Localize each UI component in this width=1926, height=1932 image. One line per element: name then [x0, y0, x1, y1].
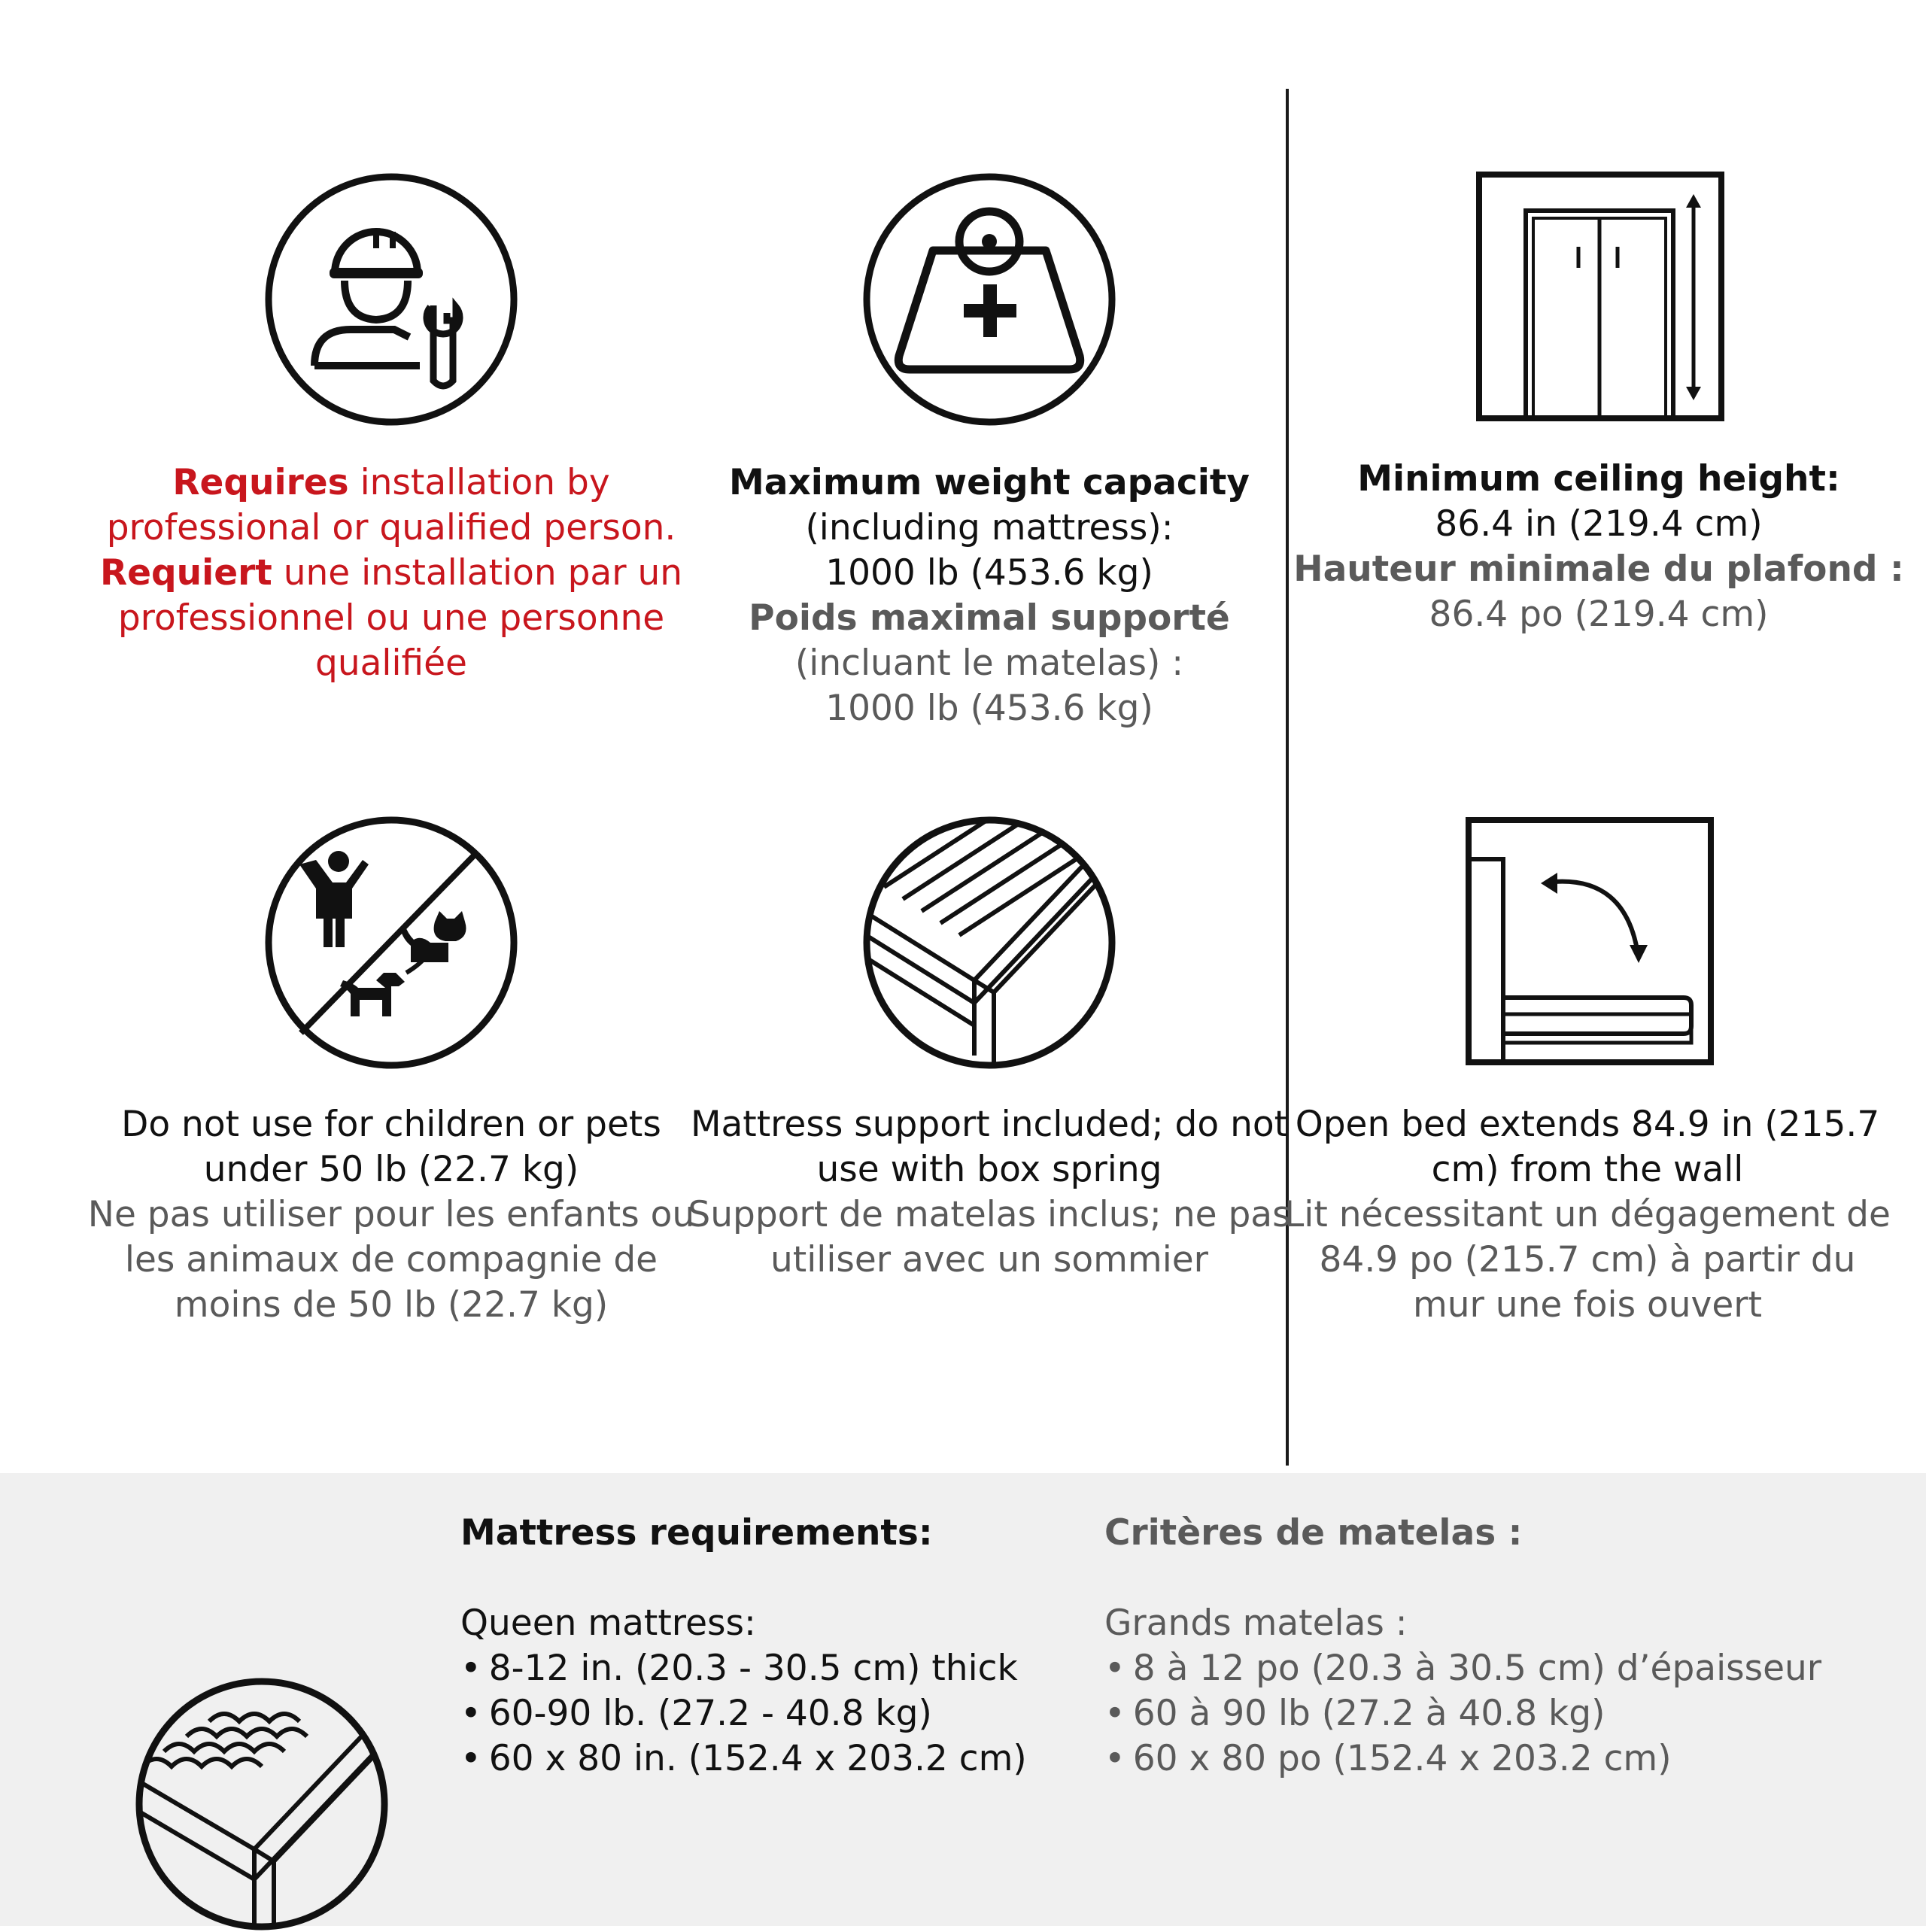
mattress-support-icon	[861, 815, 1117, 1071]
installer-icon	[263, 172, 519, 427]
ceiling-caption	[1290, 457, 1907, 637]
weight-fr-title: Poids maximal supporté	[749, 597, 1230, 639]
install-caption	[83, 460, 700, 686]
extends-caption	[1279, 1102, 1896, 1328]
mattress-fr-item: • 60 à 90 lb (27.2 à 40.8 kg)	[1104, 1691, 1821, 1736]
weight-icon	[861, 172, 1117, 427]
weight-en-title: Maximum weight capacity	[728, 462, 1250, 503]
install-en-text: installation by professional or qualified person.	[106, 462, 676, 548]
ceiling-fr-value: 86.4 po (219.4 cm)	[1429, 594, 1769, 635]
weight-en-line1: (including mattress):	[805, 507, 1174, 548]
weight-fr-line2: 1000 lb (453.6 kg)	[825, 688, 1153, 729]
extends-en: Open bed extends 84.9 in (215.7 cm) from the wall	[1295, 1104, 1880, 1190]
bed-clearance-icon	[1466, 817, 1721, 1073]
children-en: Do not use for children or pets under 50 lb (22.7 kg)	[121, 1104, 661, 1190]
weight-en-line2: 1000 lb (453.6 kg)	[825, 552, 1153, 594]
support-en: Mattress support included; do not use with box spring	[690, 1104, 1289, 1190]
children-caption	[83, 1102, 700, 1328]
mattress-requirements-fr	[1104, 1511, 1821, 1782]
install-en-bold: Requires	[172, 462, 349, 503]
ceiling-height-icon	[1473, 172, 1729, 427]
mattress-en-item: • 60 x 80 in. (152.4 x 203.2 cm)	[460, 1736, 1027, 1782]
mattress-icon	[134, 1676, 390, 1932]
mattress-requirements-en	[460, 1511, 1027, 1782]
weight-fr-line1: (incluant le matelas) :	[794, 642, 1184, 684]
ceiling-fr-title: Hauteur minimale du plafond :	[1293, 548, 1904, 590]
mattress-en-subtitle: Queen mattress:	[460, 1602, 756, 1644]
install-fr-bold: Requiert	[99, 552, 272, 594]
mattress-en-title: Mattress requirements:	[460, 1512, 933, 1554]
support-fr: Support de matelas inclus; ne pas utiliser avec un sommier	[688, 1194, 1291, 1280]
mattress-fr-title: Critères de matelas :	[1104, 1512, 1523, 1554]
mattress-fr-item: • 60 x 80 po (152.4 x 203.2 cm)	[1104, 1736, 1821, 1782]
mattress-fr-item: • 8 à 12 po (20.3 à 30.5 cm) d’épaisseur	[1104, 1646, 1821, 1691]
support-caption	[681, 1102, 1298, 1283]
weight-caption	[681, 460, 1298, 731]
install-fr-text: une installation par un professionnel ou une personne qualifiée	[117, 552, 683, 684]
mattress-en-item: • 60-90 lb. (27.2 - 40.8 kg)	[460, 1691, 1027, 1736]
ceiling-en-title: Minimum ceiling height:	[1357, 458, 1840, 500]
no-children-pets-icon	[263, 815, 519, 1071]
extends-fr: Lit nécessitant un dégagement de 84.9 po (215.7 cm) à partir du mur une fois ouvert	[1284, 1194, 1891, 1326]
mattress-en-item: • 8-12 in. (20.3 - 30.5 cm) thick	[460, 1646, 1027, 1691]
mattress-fr-subtitle: Grands matelas :	[1104, 1602, 1408, 1644]
mattress-requirements-panel	[0, 1473, 1926, 1926]
children-fr: Ne pas utiliser pour les enfants ou les animaux de compagnie de moins de 50 lb (22.7 kg)	[87, 1194, 695, 1326]
ceiling-en-value: 86.4 in (219.4 cm)	[1435, 503, 1763, 545]
